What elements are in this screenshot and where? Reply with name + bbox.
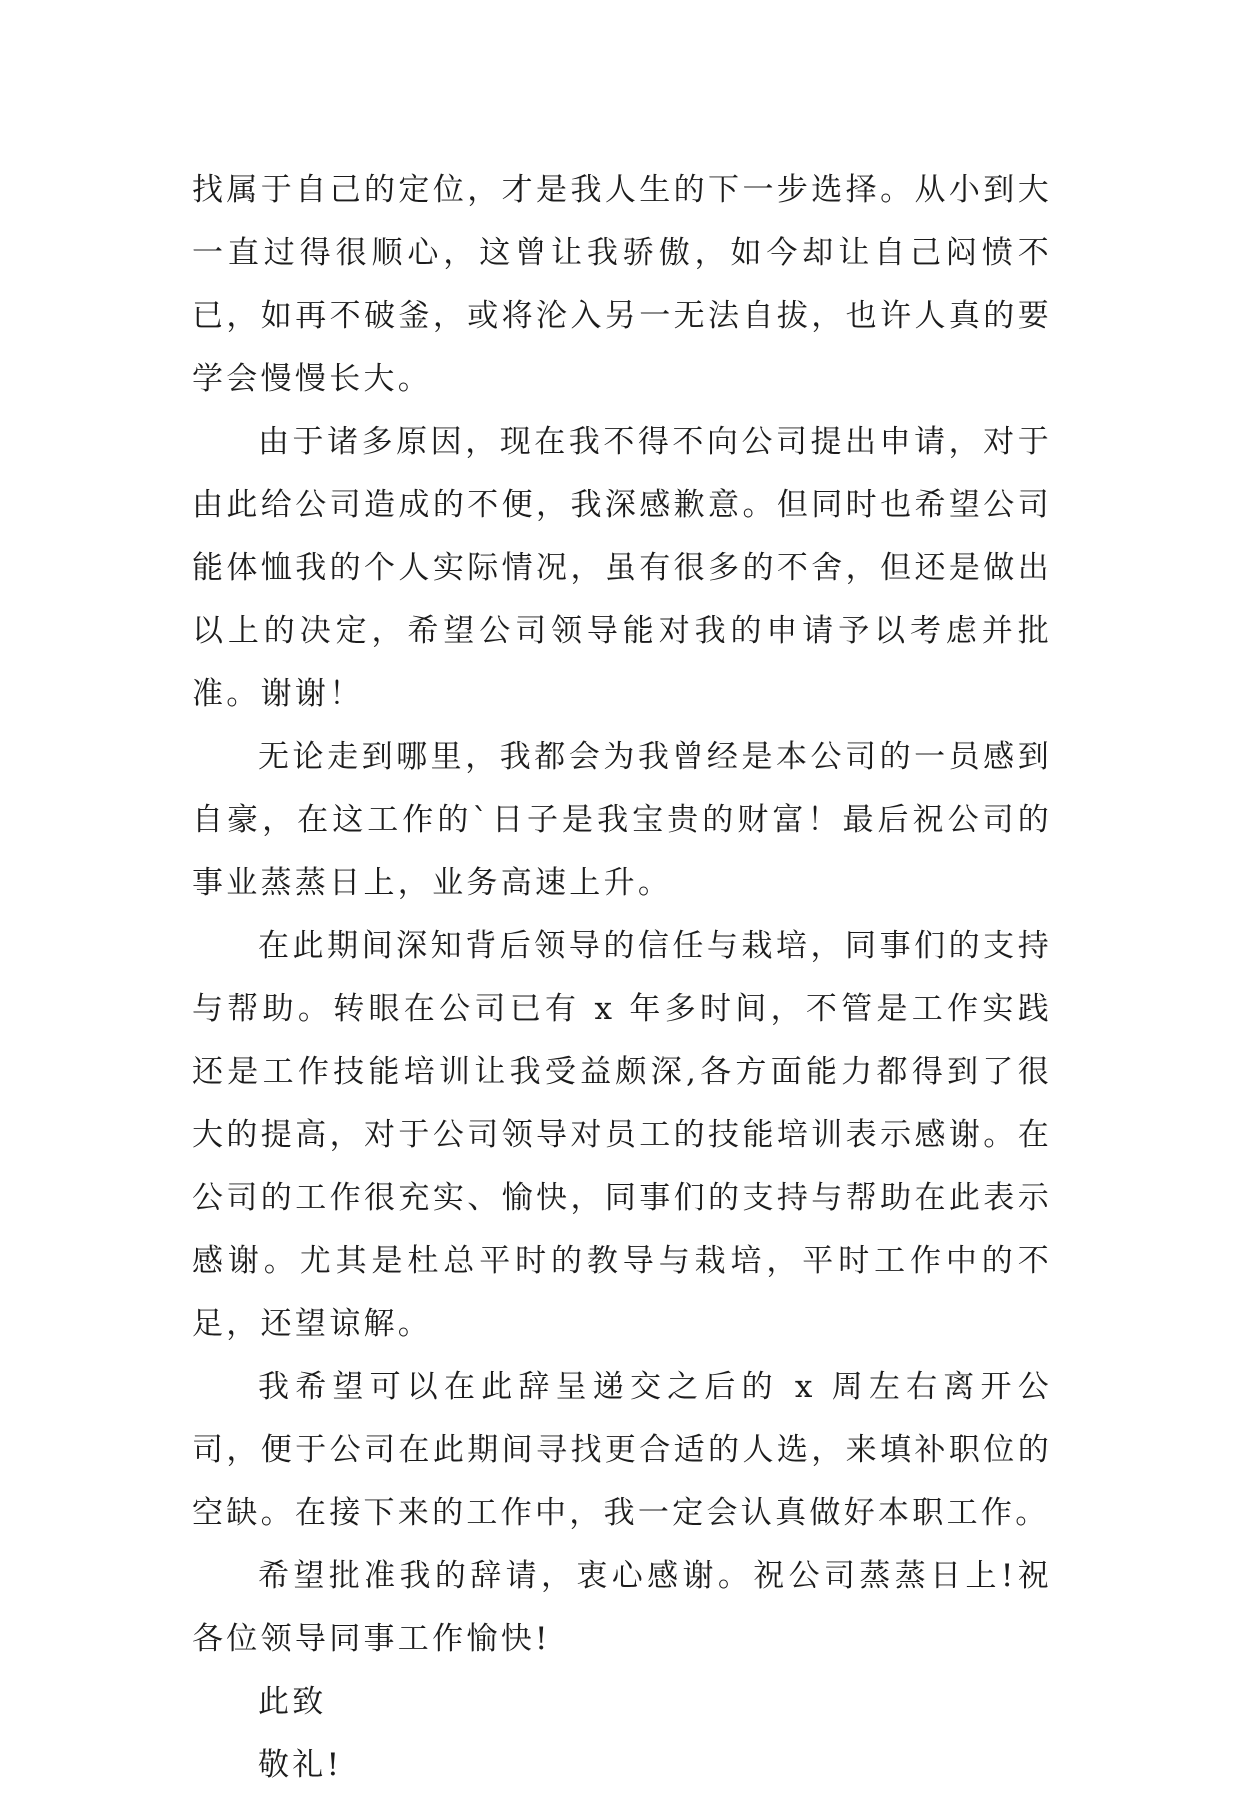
paragraph-4: 在此期间深知背后领导的信任与栽培，同事们的支持与帮助。转眼在公司已有 x 年多时间，不管是工作实践还是工作技能培训让我受益颇深,各方面能力都得到了很大的提高，对于公司领导对员工的技能培训表示感谢。在公司的工作很充实、愉快，同事们的支持与帮助在此表示感谢。尤其是杜总平时的教导与栽培，平时工作中的不足，还望谅解。 (192, 928, 1052, 1342)
paragraph-1: 找属于自己的定位，才是我人生的下一步选择。从小到大一直过得很顺心，这曾让我骄傲，如今却让自己闷愤不已，如再不破釜，或将沦入另一无法自拔，也许人真的要学会慢慢长大。 (192, 172, 1052, 397)
closing-salutation: 此致 (258, 1684, 327, 1720)
paragraph-2: 由于诸多原因，现在我不得不向公司提出申请，对于由此给公司造成的不便，我深感歉意。但同时也希望公司能体恤我的个人实际情况，虽有很多的不舍，但还是做出以上的决定，希望公司领导能对我的申请予以考虑并批准。谢谢！ (192, 424, 1052, 712)
closing-regards: 敬礼! (258, 1747, 343, 1783)
paragraph-5: 我希望可以在此辞呈递交之后的 x 周左右离开公司，便于公司在此期间寻找更合适的人选，来填补职位的空缺。在接下来的工作中，我一定会认真做好本职工作。 (192, 1369, 1052, 1531)
letter-body (192, 159, 1052, 1797)
paragraph-6: 希望批准我的辞请，衷心感谢。祝公司蒸蒸日上!祝各位领导同事工作愉快! (192, 1558, 1052, 1657)
paragraph-3: 无论走到哪里，我都会为我曾经是本公司的一员感到自豪，在这工作的`日子是我宝贵的财富！最后祝公司的事业蒸蒸日上，业务高速上升。 (192, 739, 1052, 901)
